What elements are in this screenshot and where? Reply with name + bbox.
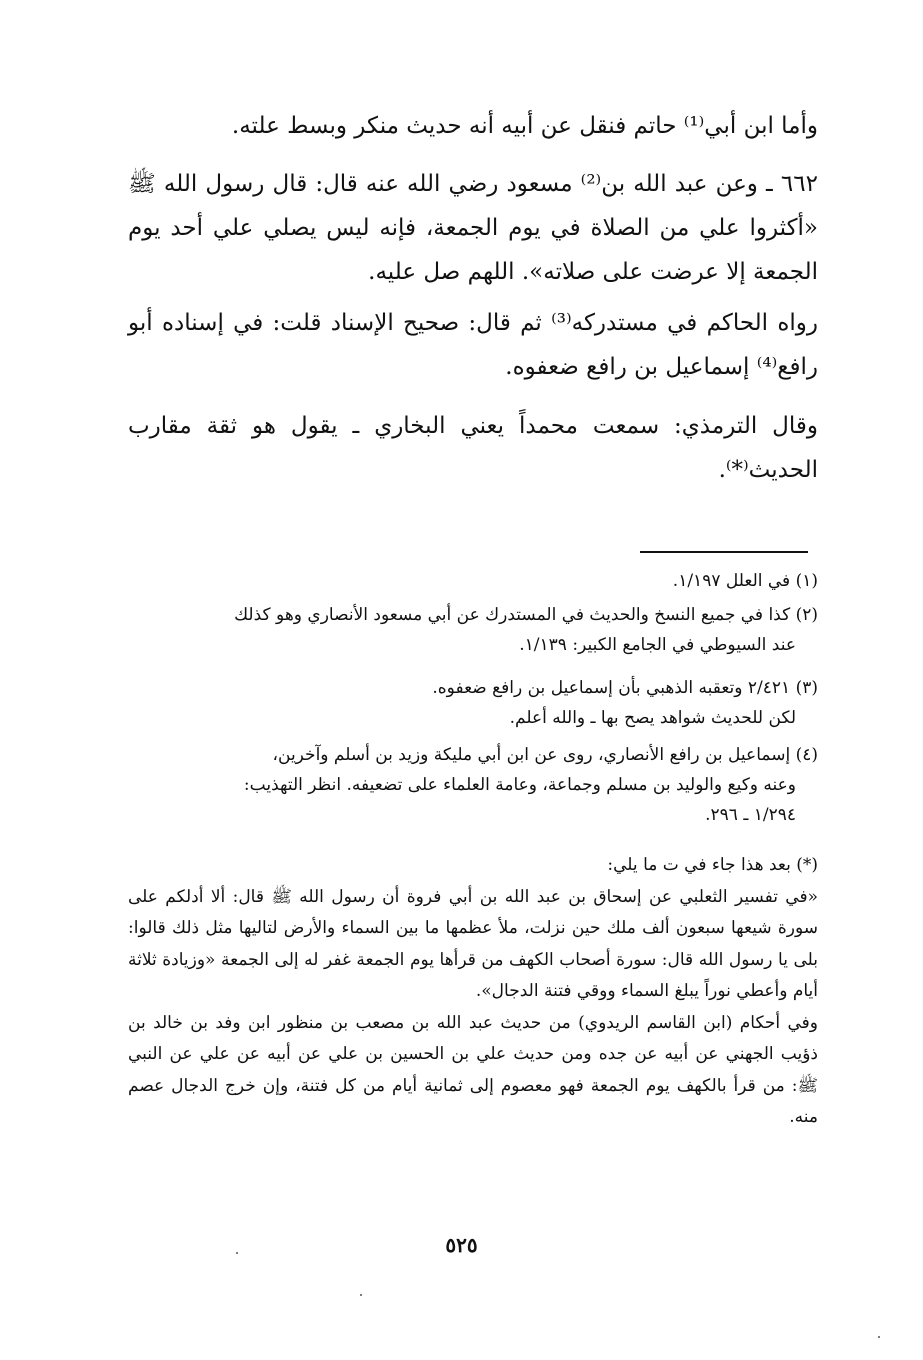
- paragraph-text: وقال الترمذي: سمعت محمداً يعني البخاري ـ يقول هو ثقة مقارب الحديث⁽*⁾.: [128, 413, 818, 483]
- scan-speck: [360, 1294, 362, 1296]
- footnote-text: (٢) كذا في جميع النسخ والحديث في المستدرك عن أبي مسعود الأنصاري وهو كذلك: [234, 605, 818, 625]
- scan-speck: [878, 1336, 880, 1338]
- footnote-continuation: ١/٢٩٤ ـ ٢٩٦.: [705, 805, 796, 825]
- footnote-text: (٣) ٢/٤٢١ وتعقبه الذهبي بأن إسماعيل بن رافع ضعفوه.: [432, 678, 818, 698]
- footnote-2: [128, 600, 818, 660]
- main-paragraph-3: [128, 301, 818, 389]
- footnote-quote-1: «في تفسير الثعلبي عن إسحاق بن عبد الله بن أبي فروة أن رسول الله ﷺ قال: ألا أدلكم على سورة شيعها سبعون ألف ملك حين نزلت، ملأ عظمها ما بين السماء والأرض لتاليها مثل ذلك قالوا: بلى يا رسول الله قال: سورة أصحاب الكهف من قرأها يوم الجمعة غفر له إلى الجمعة «وزيادة ثلاثة أيام وأعطي نوراً يبلغ السماء ووقي فتنة الدجال».: [128, 886, 818, 1001]
- paragraph-text: رواه الحاكم في مستدركه⁽³⁾ ثم قال: صحيح الإسناد قلت: في إسناده أبو رافع⁽⁴⁾ إسماعيل بن رافع ضعفوه.: [128, 310, 818, 380]
- footnote-4: [128, 740, 818, 830]
- main-paragraph-1: [128, 104, 818, 148]
- page-number: ٥٢٥: [445, 1233, 478, 1257]
- footnote-3: [128, 673, 818, 733]
- footnote-1: [128, 566, 818, 596]
- paragraph-text: ٦٦٢ ـ وعن عبد الله بن⁽²⁾ مسعود رضي الله عنه قال: قال رسول الله ﷺ «أكثروا علي من الصلاة في يوم الجمعة، فإنه ليس يصلي علي أحد يوم الجمعة إلا عرضت على صلاته». اللهم صل عليه.: [128, 171, 818, 285]
- footnote-separator: [640, 551, 808, 553]
- footnote-continuation: وعنه وكيع والوليد بن مسلم وجماعة، وعامة العلماء على تضعيفه. انظر التهذيب:: [243, 775, 796, 795]
- footnote-continuation: عند السيوطي في الجامع الكبير: ١/١٣٩.: [519, 635, 796, 655]
- paragraph-text: وأما ابن أبي⁽¹⁾ حاتم فنقل عن أبيه أنه حديث منكر وبسط علته.: [231, 113, 818, 139]
- footnote-continuation: لكن للحديث شواهد يصح بها ـ والله أعلم.: [509, 708, 796, 728]
- footnote-text: (*) بعد هذا جاء في ت ما يلي:: [607, 855, 818, 875]
- footnote-text: (١) في العلل ١/١٩٧.: [672, 571, 818, 591]
- footnote-star: [128, 850, 818, 1134]
- scan-speck: [236, 1252, 238, 1254]
- main-paragraph-4: [128, 404, 818, 492]
- footnote-text: (٤) إسماعيل بن رافع الأنصاري، روى عن ابن أبي مليكة وزيد بن أسلم وآخرين،: [272, 745, 818, 765]
- main-paragraph-hadith-662: [128, 162, 818, 294]
- footnote-quote-2: وفي أحكام (ابن القاسم الريدوي) من حديث عبد الله بن مصعب بن منظور ابن وفد بن خالد بن ذؤيب الجهني عن أبيه عن جده ومن حديث علي بن الحسين بن علي عن أبيه عن علي عن النبي ﷺ: من قرأ بالكهف يوم الجمعة فهو معصوم إلى ثمانية أيام من كل فتنة، وإن خرج الدجال عصم منه.: [128, 1012, 818, 1127]
